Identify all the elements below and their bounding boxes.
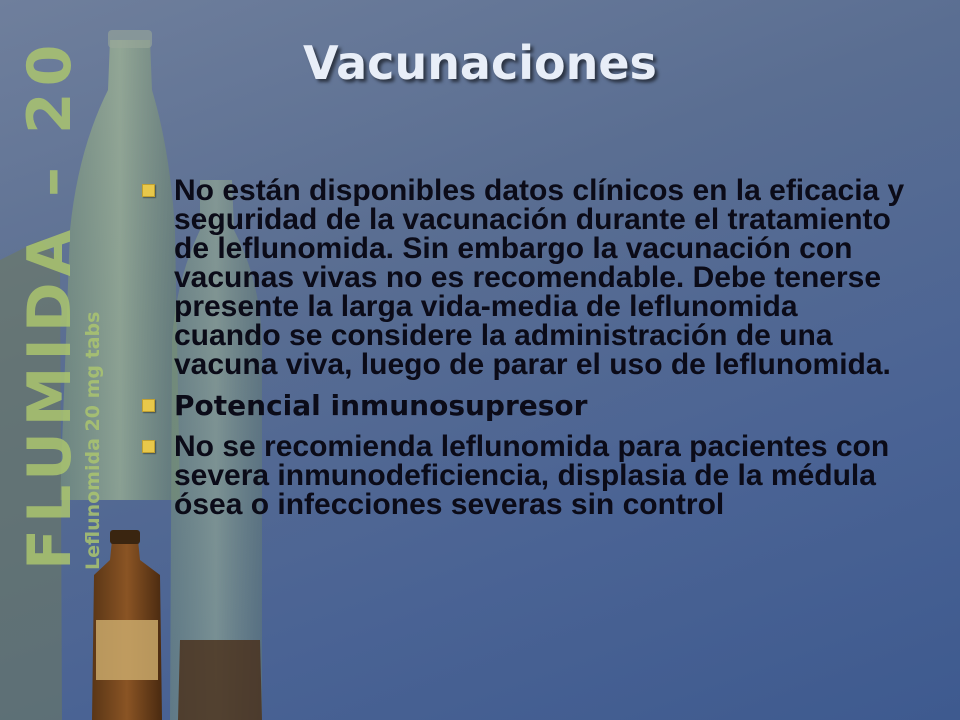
bullet-text: No se recomienda leflunomida para pacientes con severa inmunodeficiencia, displasia de la médula ósea o infecciones severas sin control [174, 430, 890, 521]
bullet-text: Potencial inmunosupresor [174, 389, 588, 422]
bullet-item [140, 432, 910, 519]
bullet-text: No están disponibles datos clínicos en la eficacia y seguridad de la vacunación durante el tratamiento de leflunomida. Sin embargo la vacunación con vacunas vivas no es recomendable. Debe tenerse presente la larga vida-media de leflunomida cuando se considere la administración de una vacuna viva, luego de parar el uso de leflunomida. [174, 174, 905, 381]
bullet-marker-icon [142, 184, 155, 197]
bullet-list [140, 176, 910, 531]
brand-subtitle: Leflunomida 20 mg tabs [82, 311, 104, 570]
bullet-marker-icon [142, 399, 155, 412]
bullet-marker-icon [142, 440, 155, 453]
bullet-item [140, 391, 910, 420]
bullet-item [140, 176, 910, 379]
brand-logo-text: FLUMIDA – 20 [15, 38, 85, 570]
slide-title: Vacunaciones [303, 36, 657, 90]
